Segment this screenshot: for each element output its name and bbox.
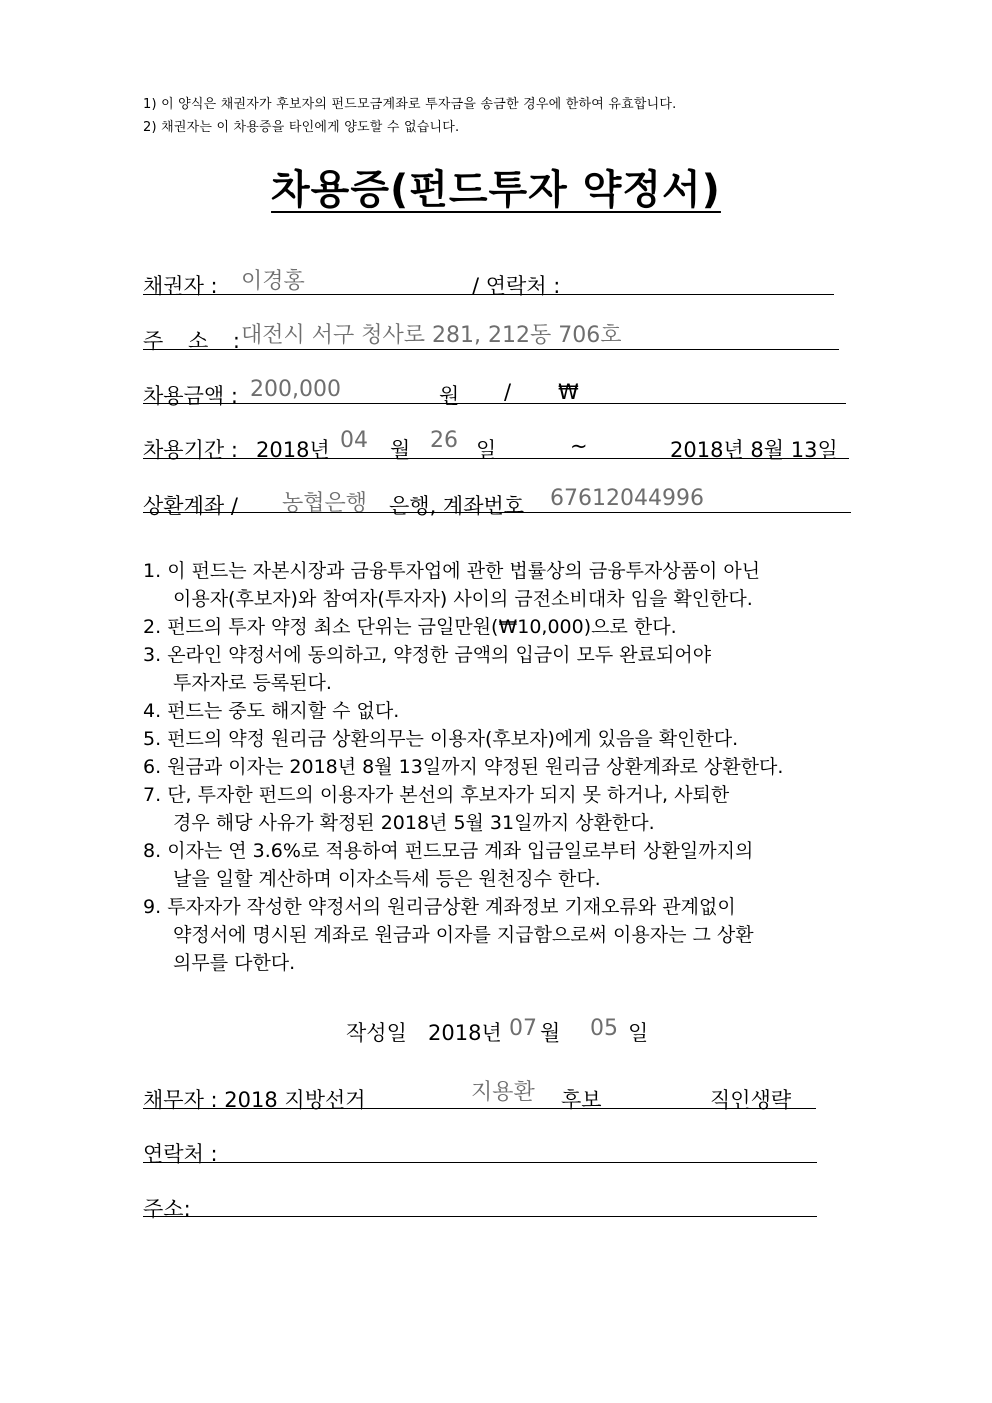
clause-1	[143, 557, 783, 613]
repayment-bank-suffix: 은행, 계좌번호	[389, 494, 525, 518]
debtor-seal-note: 직인생략	[710, 1088, 792, 1112]
debtor-address-label: 주소:	[143, 1197, 191, 1221]
written-date-day: 05	[590, 1016, 618, 1041]
clause-text: 펀드의 투자 약정 최소 단위는 금일만원(₩10,000)으로 한다.	[167, 616, 677, 638]
amount-label: 차용금액 :	[143, 384, 238, 408]
clause-line	[143, 557, 783, 585]
period-start-month: 04	[340, 428, 368, 453]
written-date-month: 07	[509, 1016, 537, 1041]
clause-text: 의무를 다한다.	[173, 952, 296, 974]
written-date-day-unit: 일	[628, 1021, 649, 1045]
clause-6	[143, 753, 783, 781]
address-underline	[143, 349, 839, 350]
clause-text: 날을 일할 계산하며 이자소득세 등은 원천징수 한다.	[173, 868, 601, 890]
clause-text: 투자자가 작성한 약정서의 원리금상환 계좌정보 기재오류와 관계없이	[167, 896, 736, 918]
note-2: 2) 채권자는 이 차용증을 타인에게 양도할 수 없습니다.	[143, 120, 460, 135]
amount-unit: 원	[439, 384, 460, 408]
clause-text: 온라인 약정서에 동의하고, 약정한 금액의 입금이 모두 완료되어야	[167, 644, 712, 666]
clause-line	[143, 837, 783, 865]
written-date-month-unit: 월	[540, 1021, 561, 1045]
clause-line	[143, 949, 783, 977]
clause-3	[143, 641, 783, 697]
document-title-wrap	[0, 158, 992, 215]
period-start-day: 26	[430, 428, 458, 453]
period-month-unit: 월	[390, 438, 411, 462]
debtor-underline	[143, 1108, 816, 1109]
note-1: 1) 이 양식은 채권자가 후보자의 펀드모금계좌로 투자금을 송금한 경우에 한하여 유효합니다.	[143, 97, 677, 112]
clause-number: 7.	[143, 784, 162, 806]
period-start-year: 2018년	[256, 438, 330, 462]
clause-8	[143, 837, 783, 893]
clause-line	[143, 613, 783, 641]
amount-value: 200,000	[250, 377, 341, 402]
amount-underline	[143, 403, 846, 404]
repayment-underline	[143, 512, 851, 513]
debtor-label: 채무자 : 2018 지방선거	[143, 1088, 366, 1112]
clause-line	[143, 753, 783, 781]
address-value: 대전시 서구 청사로 281, 212동 706호	[241, 323, 622, 348]
clause-text: 이용자(후보자)와 참여자(투자자) 사이의 금전소비대차 임을 확인한다.	[173, 588, 753, 610]
debtor-contact-label: 연락처 :	[143, 1142, 218, 1166]
clause-line	[143, 669, 783, 697]
period-label: 차용기간 :	[143, 438, 238, 462]
period-tilde: ~	[570, 434, 588, 458]
amount-slash: /	[504, 380, 512, 404]
clause-text: 펀드는 중도 해지할 수 없다.	[167, 700, 400, 722]
clause-line	[143, 641, 783, 669]
clause-7	[143, 781, 783, 837]
clause-line	[143, 725, 783, 753]
clause-text: 단, 투자한 펀드의 이용자가 본선의 후보자가 되지 못 하거나, 사퇴한	[167, 784, 730, 806]
clause-line	[143, 697, 783, 725]
written-date-label: 작성일	[346, 1021, 407, 1045]
repayment-label: 상환계좌 /	[143, 494, 238, 518]
clause-text: 이자는 연 3.6%로 적용하여 펀드모금 계좌 입금일로부터 상환일까지의	[167, 840, 754, 862]
debtor-address-underline	[143, 1216, 817, 1217]
creditor-contact-label: / 연락처 :	[472, 274, 561, 298]
clause-5	[143, 725, 783, 753]
period-day-unit: 일	[476, 438, 497, 462]
clause-text: 이 펀드는 자본시장과 금융투자업에 관한 법률상의 금융투자상품이 아닌	[167, 560, 761, 582]
clause-number: 8.	[143, 840, 162, 862]
address-label: 주 소 :	[143, 329, 240, 353]
clause-number: 5.	[143, 728, 162, 750]
clause-number: 4.	[143, 700, 162, 722]
written-date-year: 2018년	[428, 1021, 502, 1045]
debtor-candidate: 후보	[561, 1088, 602, 1112]
clause-line	[143, 585, 783, 613]
clause-number: 3.	[143, 644, 162, 666]
repayment-account-no: 67612044996	[550, 486, 704, 511]
clauses-list	[143, 557, 783, 977]
period-end-date: 2018년 8월 13일	[670, 438, 838, 462]
clause-text: 투자자로 등록된다.	[173, 672, 332, 694]
clause-number: 9.	[143, 896, 162, 918]
creditor-name: 이경홍	[241, 269, 305, 294]
clause-line	[143, 893, 783, 921]
debtor-name: 지용환	[471, 1080, 535, 1105]
clause-line	[143, 921, 783, 949]
clause-text: 펀드의 약정 원리금 상환의무는 이용자(후보자)에게 있음을 확인한다.	[167, 728, 739, 750]
clause-2	[143, 613, 783, 641]
clause-text: 약정서에 명시된 계좌로 원금과 이자를 지급함으로써 이용자는 그 상환	[173, 924, 754, 946]
document-title: 차용증(펀드투자 약정서)	[271, 167, 721, 213]
clause-text: 원금과 이자는 2018년 8월 13일까지 약정된 원리금 상환계좌로 상환한다.	[167, 756, 784, 778]
debtor-contact-underline	[143, 1162, 817, 1163]
clause-number: 6.	[143, 756, 162, 778]
clause-line	[143, 781, 783, 809]
clause-number: 2.	[143, 616, 162, 638]
clause-line	[143, 809, 783, 837]
clause-text: 경우 해당 사유가 확정된 2018년 5월 31일까지 상환한다.	[173, 812, 655, 834]
repayment-bank: 농협은행	[282, 491, 368, 516]
clause-number: 1.	[143, 560, 162, 582]
creditor-label: 채권자 :	[143, 274, 218, 298]
clause-line	[143, 865, 783, 893]
creditor-underline	[143, 294, 834, 295]
period-underline	[143, 458, 849, 459]
clause-9	[143, 893, 783, 977]
clause-4	[143, 697, 783, 725]
amount-currency: ₩	[558, 380, 579, 404]
